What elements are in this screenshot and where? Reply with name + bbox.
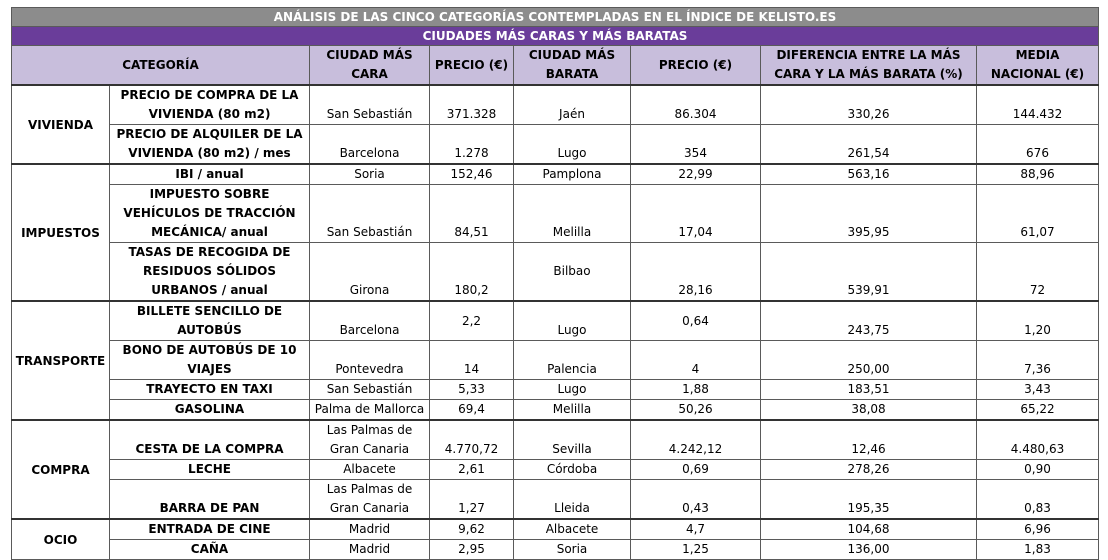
row-precio-barata: 50,26 bbox=[631, 400, 761, 421]
row-ciudad-barata: Sevilla bbox=[514, 420, 631, 460]
row-media: 0,90 bbox=[977, 460, 1099, 480]
group-transporte: TRANSPORTE bbox=[12, 301, 110, 420]
row-diferencia: 104,68 bbox=[761, 519, 977, 540]
row-subcategory: GASOLINA bbox=[110, 400, 310, 421]
table-row bbox=[12, 243, 1099, 302]
row-ciudad-cara: Madrid bbox=[310, 540, 430, 560]
row-subcategory: IBI / anual bbox=[110, 164, 310, 185]
row-media: 7,36 bbox=[977, 341, 1099, 380]
header-categoria: CATEGORÍA bbox=[12, 46, 310, 86]
header-precio-1: PRECIO (€) bbox=[430, 46, 514, 86]
row-precio-barata: 354 bbox=[631, 125, 761, 165]
header-ciudad-cara: CIUDAD MÁS CARA bbox=[310, 46, 430, 86]
row-precio-barata: 22,99 bbox=[631, 164, 761, 185]
row-diferencia: 278,26 bbox=[761, 460, 977, 480]
row-media: 1,83 bbox=[977, 540, 1099, 560]
row-media: 61,07 bbox=[977, 185, 1099, 243]
row-media: 65,22 bbox=[977, 400, 1099, 421]
row-media: 676 bbox=[977, 125, 1099, 165]
header-precio-2: PRECIO (€) bbox=[631, 46, 761, 86]
row-ciudad-barata: Melilla bbox=[514, 185, 631, 243]
row-ciudad-cara: Las Palmas de Gran Canaria bbox=[310, 420, 430, 460]
row-precio-cara: 14 bbox=[430, 341, 514, 380]
table-row bbox=[12, 185, 1099, 243]
kelisto-table-wrapper bbox=[11, 7, 1098, 560]
row-precio-barata: 28,16 bbox=[631, 243, 761, 302]
row-subcategory: CESTA DE LA COMPRA bbox=[110, 420, 310, 460]
row-subcategory: TRAYECTO EN TAXI bbox=[110, 380, 310, 400]
row-subcategory: BILLETE SENCILLO DE AUTOBÚS bbox=[110, 301, 310, 341]
header-media: MEDIA NACIONAL (€) bbox=[977, 46, 1099, 86]
row-diferencia: 136,00 bbox=[761, 540, 977, 560]
row-subcategory: IMPUESTO SOBRE VEHÍCULOS DE TRACCIÓN MECÁNICA/ anual bbox=[110, 185, 310, 243]
row-precio-barata: 17,04 bbox=[631, 185, 761, 243]
row-precio-cara: 5,33 bbox=[430, 380, 514, 400]
row-ciudad-barata: Lugo bbox=[514, 301, 631, 341]
row-ciudad-barata: Lleida bbox=[514, 480, 631, 520]
row-precio-cara: 9,62 bbox=[430, 519, 514, 540]
table-row bbox=[12, 125, 1099, 165]
row-precio-cara: 4.770,72 bbox=[430, 420, 514, 460]
table-subtitle: CIUDADES MÁS CARAS Y MÁS BARATAS bbox=[12, 27, 1099, 46]
row-precio-barata: 0,69 bbox=[631, 460, 761, 480]
price-comparison-table bbox=[11, 7, 1099, 560]
row-precio-barata: 4,7 bbox=[631, 519, 761, 540]
row-ciudad-cara: Palma de Mallorca bbox=[310, 400, 430, 421]
row-media: 0,83 bbox=[977, 480, 1099, 520]
row-ciudad-barata: Bilbao bbox=[514, 243, 631, 302]
row-media: 72 bbox=[977, 243, 1099, 302]
row-ciudad-cara: Madrid bbox=[310, 519, 430, 540]
row-media: 88,96 bbox=[977, 164, 1099, 185]
row-ciudad-barata: Jaén bbox=[514, 85, 631, 125]
group-impuestos: IMPUESTOS bbox=[12, 164, 110, 301]
row-ciudad-cara: San Sebastián bbox=[310, 85, 430, 125]
group-compra: COMPRA bbox=[12, 420, 110, 519]
row-ciudad-barata: Melilla bbox=[514, 400, 631, 421]
row-subcategory: CAÑA bbox=[110, 540, 310, 560]
row-ciudad-barata: Palencia bbox=[514, 341, 631, 380]
table-row bbox=[12, 380, 1099, 400]
group-vivienda: VIVIENDA bbox=[12, 85, 110, 164]
row-ciudad-cara: Las Palmas de Gran Canaria bbox=[310, 480, 430, 520]
row-precio-barata: 4.242,12 bbox=[631, 420, 761, 460]
row-precio-cara: 1.278 bbox=[430, 125, 514, 165]
row-precio-barata: 0,43 bbox=[631, 480, 761, 520]
row-diferencia: 395,95 bbox=[761, 185, 977, 243]
row-precio-barata: 1,25 bbox=[631, 540, 761, 560]
row-ciudad-barata: Córdoba bbox=[514, 460, 631, 480]
table-row bbox=[12, 460, 1099, 480]
header-diferencia: DIFERENCIA ENTRE LA MÁS CARA Y LA MÁS BARATA (%) bbox=[761, 46, 977, 86]
row-ciudad-cara: Soria bbox=[310, 164, 430, 185]
row-subcategory: PRECIO DE COMPRA DE LA VIVIENDA (80 m2) bbox=[110, 85, 310, 125]
row-diferencia: 38,08 bbox=[761, 400, 977, 421]
row-subcategory: ENTRADA DE CINE bbox=[110, 519, 310, 540]
table-row bbox=[12, 301, 1099, 341]
group-ocio: OCIO bbox=[12, 519, 110, 560]
row-ciudad-cara: Barcelona bbox=[310, 125, 430, 165]
table-title: ANÁLISIS DE LAS CINCO CATEGORÍAS CONTEMPLADAS EN EL ÍNDICE DE KELISTO.ES bbox=[12, 8, 1099, 27]
row-precio-cara: 371.328 bbox=[430, 85, 514, 125]
row-ciudad-cara: Girona bbox=[310, 243, 430, 302]
row-media: 3,43 bbox=[977, 380, 1099, 400]
row-diferencia: 563,16 bbox=[761, 164, 977, 185]
row-subcategory: BARRA DE PAN bbox=[110, 480, 310, 520]
row-diferencia: 12,46 bbox=[761, 420, 977, 460]
row-precio-cara: 152,46 bbox=[430, 164, 514, 185]
row-ciudad-barata: Pamplona bbox=[514, 164, 631, 185]
row-diferencia: 195,35 bbox=[761, 480, 977, 520]
table-row bbox=[12, 341, 1099, 380]
row-precio-cara: 69,4 bbox=[430, 400, 514, 421]
row-ciudad-cara: Barcelona bbox=[310, 301, 430, 341]
row-precio-barata: 0,64 bbox=[631, 301, 761, 341]
row-ciudad-barata: Albacete bbox=[514, 519, 631, 540]
row-precio-cara: 84,51 bbox=[430, 185, 514, 243]
table-row bbox=[12, 400, 1099, 421]
row-media: 144.432 bbox=[977, 85, 1099, 125]
row-ciudad-barata: Lugo bbox=[514, 380, 631, 400]
row-subcategory: LECHE bbox=[110, 460, 310, 480]
row-subcategory: TASAS DE RECOGIDA DE RESIDUOS SÓLIDOS URBANOS / anual bbox=[110, 243, 310, 302]
row-precio-barata: 4 bbox=[631, 341, 761, 380]
row-ciudad-cara: Albacete bbox=[310, 460, 430, 480]
table-row bbox=[12, 85, 1099, 125]
row-diferencia: 539,91 bbox=[761, 243, 977, 302]
row-precio-cara: 2,95 bbox=[430, 540, 514, 560]
table-row bbox=[12, 540, 1099, 560]
row-ciudad-cara: Pontevedra bbox=[310, 341, 430, 380]
row-media: 4.480,63 bbox=[977, 420, 1099, 460]
row-ciudad-barata: Lugo bbox=[514, 125, 631, 165]
table-row bbox=[12, 420, 1099, 460]
row-precio-barata: 1,88 bbox=[631, 380, 761, 400]
row-diferencia: 261,54 bbox=[761, 125, 977, 165]
row-subcategory: PRECIO DE ALQUILER DE LA VIVIENDA (80 m2) / mes bbox=[110, 125, 310, 165]
table-row bbox=[12, 519, 1099, 540]
row-diferencia: 330,26 bbox=[761, 85, 977, 125]
row-diferencia: 183,51 bbox=[761, 380, 977, 400]
row-ciudad-cara: San Sebastián bbox=[310, 185, 430, 243]
row-ciudad-barata: Soria bbox=[514, 540, 631, 560]
row-precio-cara: 180,2 bbox=[430, 243, 514, 302]
row-precio-cara: 2,2 bbox=[430, 301, 514, 341]
header-ciudad-barata: CIUDAD MÁS BARATA bbox=[514, 46, 631, 86]
row-subcategory: BONO DE AUTOBÚS DE 10 VIAJES bbox=[110, 341, 310, 380]
row-precio-cara: 2,61 bbox=[430, 460, 514, 480]
row-precio-cara: 1,27 bbox=[430, 480, 514, 520]
row-diferencia: 243,75 bbox=[761, 301, 977, 341]
row-media: 1,20 bbox=[977, 301, 1099, 341]
row-ciudad-cara: San Sebastián bbox=[310, 380, 430, 400]
row-precio-barata: 86.304 bbox=[631, 85, 761, 125]
row-diferencia: 250,00 bbox=[761, 341, 977, 380]
row-media: 6,96 bbox=[977, 519, 1099, 540]
table-row bbox=[12, 164, 1099, 185]
table-row bbox=[12, 480, 1099, 520]
